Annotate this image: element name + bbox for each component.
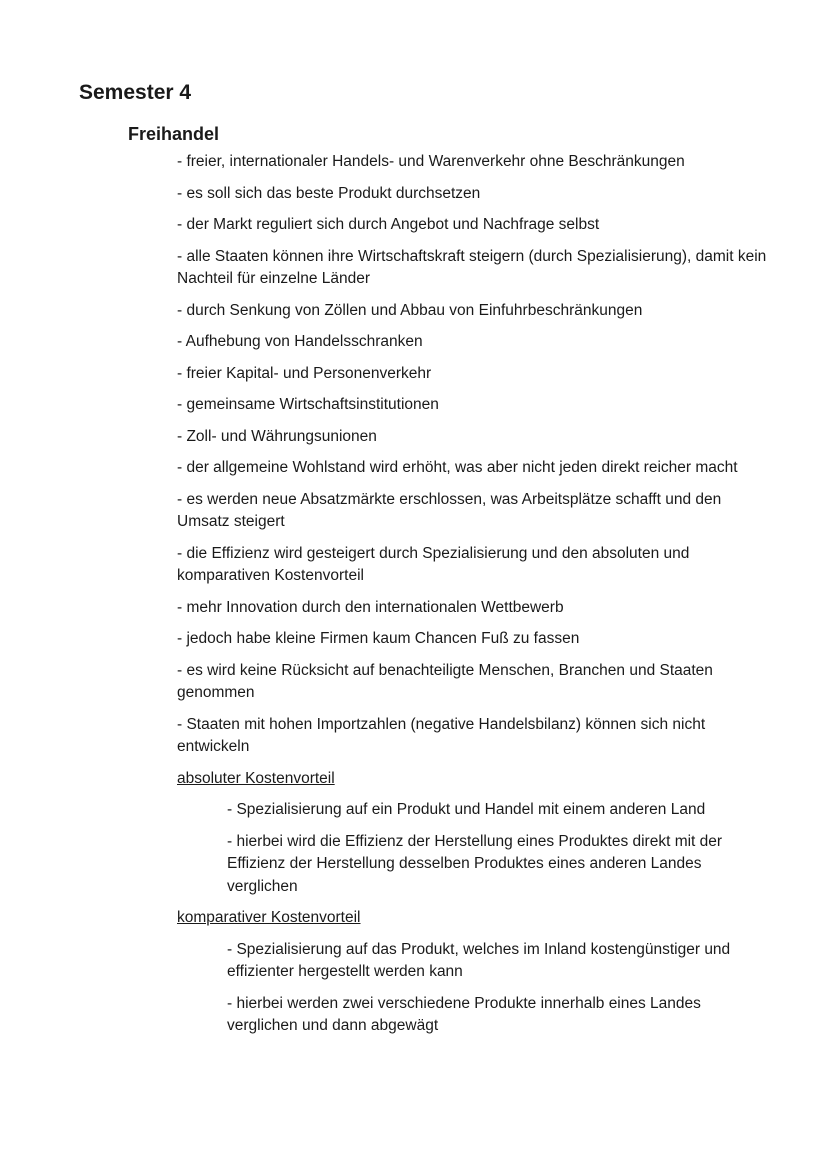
- list-item: - es wird keine Rücksicht auf benachteiligte Menschen, Branchen und Staaten genommen: [177, 661, 713, 701]
- list-item: - gemeinsame Wirtschaftsinstitutionen: [177, 396, 439, 413]
- list-item: - mehr Innovation durch den internationalen Wettbewerb: [177, 598, 564, 616]
- list-item: - freier, internationaler Handels- und Warenverkehr ohne Beschränkungen: [177, 153, 685, 170]
- list-item: - durch Senkung von Zöllen und Abbau von Einfuhrbeschränkungen: [177, 301, 643, 319]
- list-item: - hierbei werden zwei verschiedene Produkte innerhalb eines Landes verglichen und dann abgewägt: [227, 994, 701, 1034]
- list-item: - jedoch habe kleine Firmen kaum Chancen Fuß zu fassen: [177, 630, 580, 647]
- list-item: - der allgemeine Wohlstand wird erhöht, was aber nicht jeden direkt reicher macht: [177, 459, 738, 476]
- list-item: - alle Staaten können ihre Wirtschaftskraft steigern (durch Spezialisierung), damit kein Nachteil für einzelne Länder: [177, 247, 767, 287]
- sub-point-list: [177, 799, 767, 898]
- list-item: - Zoll- und Währungsunionen: [177, 427, 377, 445]
- subsection-container: [177, 799, 767, 898]
- page-title: Semester 4: [79, 81, 192, 104]
- list-item: - Aufhebung von Handelsschranken: [177, 333, 423, 350]
- list-item: - Spezialisierung auf ein Produkt und Handel mit einem anderen Land: [227, 801, 706, 818]
- subsection-heading-comparative: komparativer Kostenvorteil: [177, 909, 361, 926]
- list-item: - die Effizienz wird gesteigert durch Spezialisierung und den absoluten und komparativen Kostenvorteil: [177, 544, 690, 584]
- sub-point-list: [177, 939, 767, 1038]
- point-list: [177, 151, 767, 1047]
- list-item: - hierbei wird die Effizienz der Herstellung eines Produktes direkt mit der Effizienz der Herstellung desselben Produktes eines anderen Landes verglichen: [227, 832, 723, 895]
- subsection-heading-absolute: absoluter Kostenvorteil: [177, 769, 335, 787]
- list-item: - freier Kapital- und Personenverkehr: [177, 364, 432, 382]
- list-item: - Spezialisierung auf das Produkt, welches im Inland kostengünstiger und effizienter hergestellt werden kann: [227, 940, 731, 980]
- list-item: - es soll sich das beste Produkt durchsetzen: [177, 184, 481, 202]
- list-item: - der Markt reguliert sich durch Angebot und Nachfrage selbst: [177, 216, 600, 233]
- list-item: - es werden neue Absatzmärkte erschlossen, was Arbeitsplätze schafft und den Umsatz steigert: [177, 490, 722, 530]
- subsection-container: [177, 939, 767, 1038]
- list-item: - Staaten mit hohen Importzahlen (negative Handelsbilanz) können sich nicht entwickeln: [177, 715, 706, 755]
- section-heading: Freihandel: [128, 124, 220, 144]
